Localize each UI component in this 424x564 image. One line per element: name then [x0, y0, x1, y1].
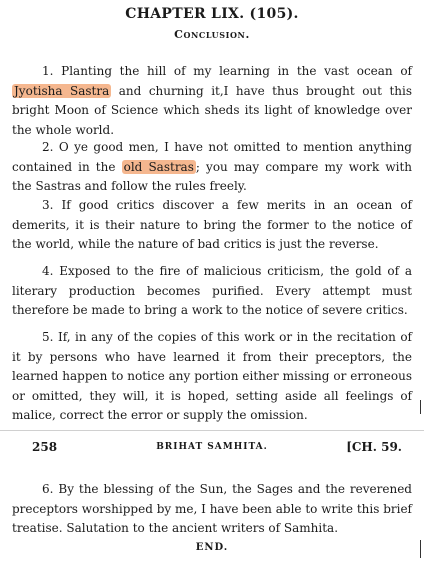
paragraph-6	[12, 480, 412, 539]
paragraph-text: If, in any of the copies of this work or in the recitation of it by persons who have learned it from their preceptors, the learned happen to notice any portion either missing or erroneous or omitted, they will, it is hoped, setting aside all feelings of malice, correct the error or supply the omission.	[12, 330, 412, 422]
end-marker: END.	[195, 542, 229, 553]
paragraph-1	[12, 62, 412, 140]
paragraph-5	[12, 328, 412, 426]
paragraph-number: 1.	[42, 64, 54, 78]
margin-mark	[420, 400, 421, 414]
margin-mark	[420, 540, 421, 558]
paragraph-3	[12, 196, 412, 255]
running-title: BRIHAT SAMHITA.	[156, 442, 268, 452]
paragraph-number: 5.	[42, 330, 54, 344]
paragraph-number: 4.	[42, 264, 54, 278]
paragraph-text: If good critics discover a few merits in an ocean of demerits, it is their nature to bring the former to the notice of the world, while the nature of bad critics is just the reverse.	[12, 198, 412, 251]
chapter-reference: [CH. 59.	[346, 440, 402, 454]
paragraph-4	[12, 262, 412, 321]
paragraph-text-post: and churning it,I have thus brought out this bright Moon of Science which sheds its light of knowledge over the whole world.	[12, 83, 413, 137]
paragraph-2	[12, 138, 412, 197]
paragraph-number: 3.	[42, 198, 54, 212]
chapter-title: CHAPTER LIX. (105).	[125, 6, 299, 22]
paragraph-text: By the blessing of the Sun, the Sages and the reverened preceptors worshipped by me, I have been able to write this brief treatise. Salutation to the ancient writers of Samhita.	[12, 482, 412, 535]
section-title: Conclusion.	[174, 28, 250, 41]
paragraph-text-pre: Planting the hill of my learning in the vast ocean of	[61, 64, 412, 78]
highlight-old-sastras[interactable]: old Sastras	[123, 159, 194, 174]
paragraph-text-pre: O ye good men, I have not omitted to mention anything contained in the	[12, 140, 412, 174]
page-number: 258	[32, 440, 58, 454]
paragraph-text: Exposed to the fire of malicious criticism, the gold of a literary production becomes purified. Every attempt must therefore be made to bring a work to the notice of severe critics.	[12, 264, 412, 317]
paragraph-text-post: ; you may compare my work with the Sastras and follow the rules freely.	[12, 159, 413, 193]
paragraph-number: 2.	[42, 140, 54, 154]
highlight-jyotisha-sastra[interactable]: Jyotisha Sastra	[14, 83, 110, 98]
page-divider	[0, 430, 424, 431]
page-footer	[12, 440, 412, 460]
paragraph-number: 6.	[42, 482, 54, 496]
